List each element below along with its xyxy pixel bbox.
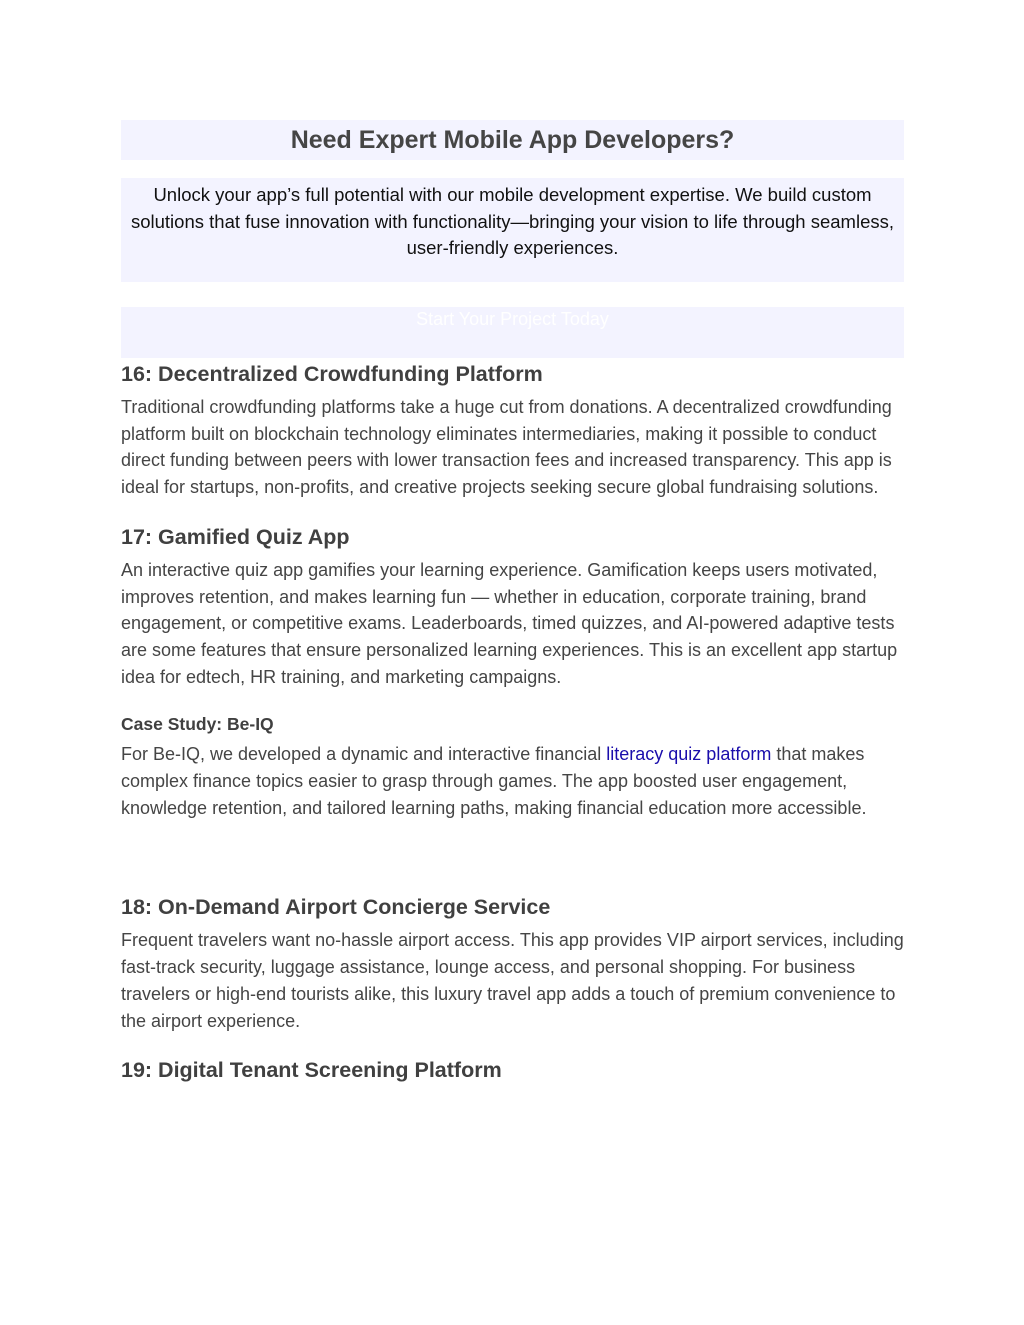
case-study-body: [121, 741, 904, 821]
cta-title-box: [121, 120, 904, 160]
section-17: [121, 523, 904, 691]
literacy-quiz-platform-link[interactable]: literacy quiz platform: [606, 744, 772, 765]
cta-body-box: [121, 178, 904, 282]
section-title: 19: Digital Tenant Screening Platform: [121, 1058, 502, 1083]
section-19: [121, 1056, 904, 1084]
cta-title: Need Expert Mobile App Developers?: [290, 125, 735, 154]
section-body: An interactive quiz app gamifies your learning experience. Gamification keeps users motivated, improves retention, and makes learning fun — whether in education, corporate training, brand engagement, or competitive exams. Leaderboards, timed quizzes, and AI-powered adaptive tests are some features that ensure personalized learning experiences. This is an excellent app startup idea for edtech, HR training, and marketing campaigns.: [121, 559, 898, 687]
section-title: 18: On-Demand Airport Concierge Service: [121, 895, 551, 920]
section-16: [121, 360, 904, 501]
section-18: [121, 893, 904, 1034]
page-content: [121, 120, 904, 1084]
section-title: 17: Gamified Quiz App: [121, 524, 350, 549]
section-body: Traditional crowdfunding platforms take a huge cut from donations. A decentralized crowdfunding platform built on blockchain technology eliminates intermediaries, making it possible to conduct direct funding between peers with lower transaction fees and increased transparency. This app is ideal for startups, non-profits, and creative projects seeking secure global fundraising solutions.: [121, 397, 892, 498]
cta-body: Unlock your app’s full potential with our mobile development expertise. We build custom solutions that fuse innovation with functionality—bringing your vision to life through seamless, user-friendly experiences.: [130, 184, 895, 258]
case-study: [121, 712, 904, 821]
cta-button-box[interactable]: [121, 307, 904, 358]
case-study-text-after: that makes complex finance topics easier to grasp through games. The app boosted user engagement, knowledge retention, and tailored learning paths, making financial education more accessible.: [121, 744, 867, 818]
start-project-button[interactable]: Start Your Project Today: [416, 309, 609, 329]
case-study-text-before: For Be-IQ, we developed a dynamic and interactive financial: [121, 744, 607, 765]
section-body: Frequent travelers want no-hassle airport access. This app provides VIP airport services, including fast-track security, luggage assistance, lounge access, and personal shopping. For business travelers or high-end tourists alike, this luxury travel app adds a touch of premium convenience to the airport experience.: [121, 930, 904, 1031]
section-title: 16: Decentralized Crowdfunding Platform: [121, 362, 543, 386]
case-study-title: Case Study: Be-IQ: [121, 714, 274, 735]
